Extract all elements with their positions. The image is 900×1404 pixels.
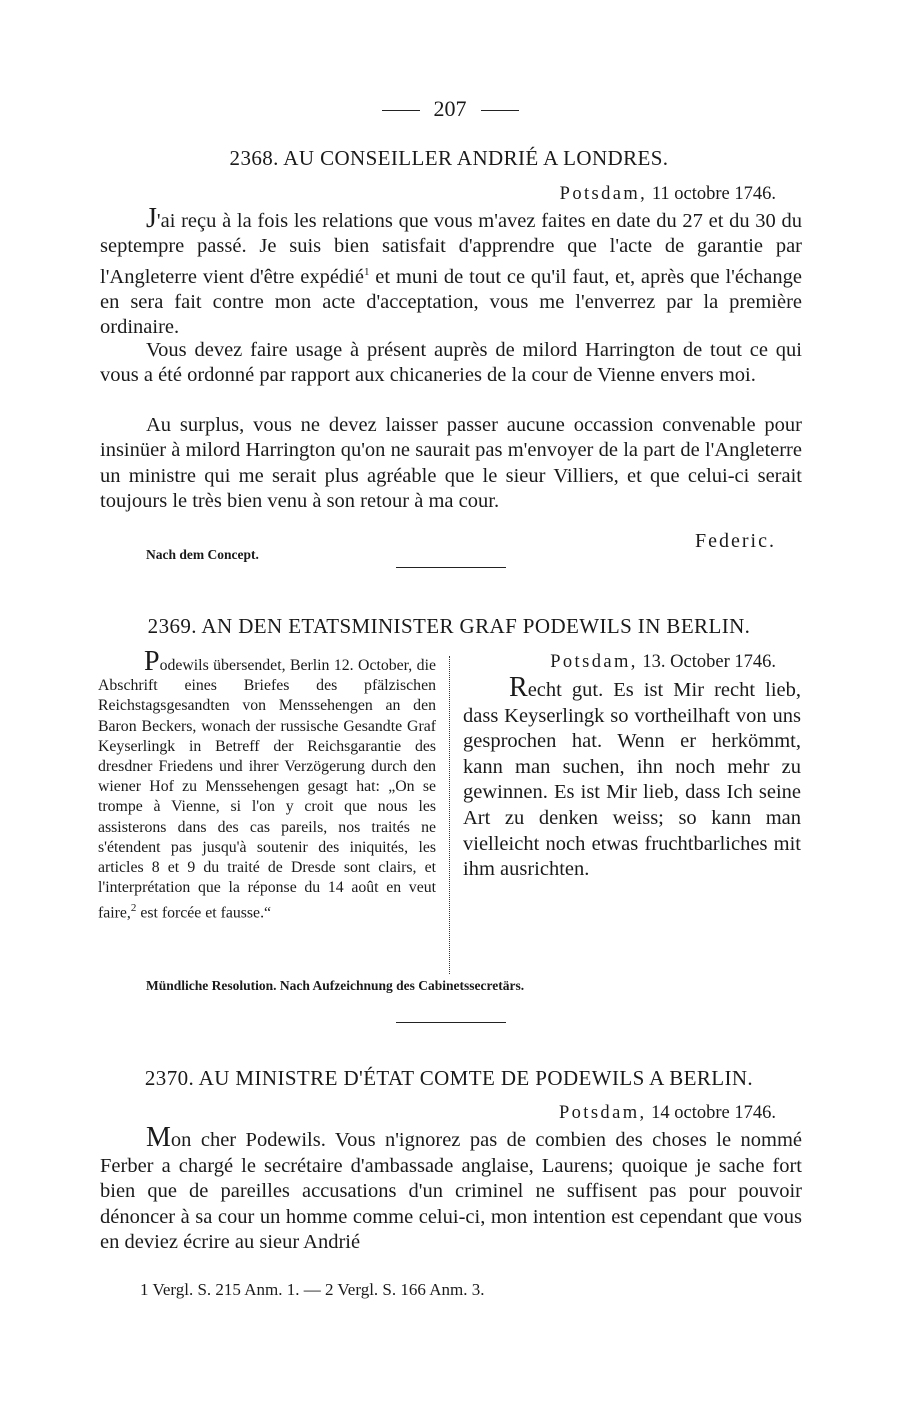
letter-2368-paragraph-2: Vous devez faire usage à présent auprès de milord Harrington de tout ce qui vous a été ordonné par rapport aux chicaneries de la cour de Vienne envers moi.: [100, 339, 802, 387]
letter-2368-dateline: [560, 184, 776, 205]
letter-2369-dateline: [550, 652, 776, 673]
letter-2368-place: Potsdam,: [559, 184, 648, 204]
letter-2368-paragraph-3: Au surplus, vous ne devez laisser passer aucune occassion convenable pour insinüer à milord Harrington qu'on ne saurait pas m'envoyer de la part de l'Angleterre un ministre qui me serait plus agréable que le sieur Villiers, et que celui-ci serait toujours le très bien venu à son retour à ma cour.: [100, 414, 802, 513]
letter-2369-date: 13. October 1746.: [642, 652, 776, 672]
page-number: 207: [433, 96, 467, 121]
letter-2368-paragraph-1: [100, 203, 802, 341]
letter-2368-title: 2368. AU CONSEILLER ANDRIÉ A LONDRES.: [229, 146, 669, 170]
letter-2368-p1-text: 'ai reçu à la fois les relations que vous m'avez faites en date du 27 et du 30 du septempre passé. Je suis bien satisfait d'apprendre que l'acte de garantie par l'Angleterre vient d'être expédié: [100, 210, 802, 288]
separator-rule-2: [396, 1022, 506, 1023]
letter-2369-title: 2369. AN DEN ETATSMINISTER GRAF PODEWILS IN BERLIN.: [147, 614, 751, 638]
letter-2369-response-initial: R: [509, 672, 528, 703]
footnote-ref-1: 1: [363, 265, 370, 278]
letter-2370-dateline: [559, 1103, 776, 1124]
letter-2369-summary-rest: est forcée et fausse.“: [136, 904, 272, 922]
letter-2368-source-note: Nach dem Concept.: [146, 547, 259, 562]
letter-2369-summary-text: odewils übersendet, Berlin 12. October, die Abschrift eines Briefes des pfälzischen Reichstagsgesandten von Menssehengen an den Baron Beckers, wonach der russische Gesandte Graf Keyserlingk in Betreff der Reichsgarantie des dresdner Friedens und ihrer Verzögerung durch den wiener Hof zu Menssehengen gesagt hat: „On se trompe à Vienne, si l'on y croit que nous les assisterons dans des cas pareils, nos traités ne s'étendent pas jusqu'à soutenir des iniquités, les articles 8 et 9 du traité de Dresde sont clairs, et l'interprétation que la réponse du 14 août en veut faire,: [98, 657, 436, 922]
letter-2368-initial: J: [146, 203, 157, 234]
letter-2369-summary-initial: P: [144, 646, 160, 677]
letter-2370-place: Potsdam,: [558, 1103, 647, 1123]
footnotes: 1 Vergl. S. 215 Anm. 1. — 2 Vergl. S. 166 Anm. 3.: [140, 1280, 485, 1299]
letter-2370-p1-text: on cher Podewils. Vous n'ignorez pas de combien des choses le nommé Ferber a chargé le secrétaire d'ambassade anglaise, Laurens; quoique je sache fort bien que de pareilles accusations d'un criminel ne suffisent pas pour pouvoir dénoncer à sa cour un homme comme celui-ci, mon intention est cependant que vous en deviez écrire au sieur Andrié: [100, 1129, 802, 1254]
letter-2369-source-note: Mündliche Resolution. Nach Aufzeichnung des Cabinetssecretärs.: [146, 978, 525, 993]
letter-2368-date: 11 octobre 1746.: [651, 184, 776, 204]
separator-rule-1: [396, 567, 506, 568]
letter-2368-p1-rest: et muni de tout ce qu'il faut, et, après que l'échange en sera fait contre mon acte d'acceptation, vous me l'enverrez par la première ordinaire.: [100, 265, 802, 339]
footnote-ref-2: 2: [130, 902, 137, 915]
letter-2369-response: [463, 672, 801, 883]
letter-2370-paragraph-1: [100, 1122, 802, 1256]
letter-2370-date: 14 octobre 1746.: [651, 1103, 776, 1123]
letter-2370-title: 2370. AU MINISTRE D'ÉTAT COMTE DE PODEWILS A BERLIN.: [144, 1066, 754, 1090]
column-separator: [449, 656, 450, 974]
letter-2369-summary: [98, 646, 436, 924]
header-dash-right: [481, 110, 519, 111]
letter-2369-response-text: echt gut. Es ist Mir recht lieb, dass Keyserlingk so vortheilhaft von uns gesprochen hat. Wenn er herkömmt, kann man suchen, ihn noch mehr zu gewinnen. Es ist Mir lieb, dass Ich seine Art zu denken weiss; so kann man vielleicht noch etwas fruchtbarliches mit ihm ausrichten.: [463, 679, 801, 881]
header-dash-left: [382, 110, 420, 111]
page-header: [0, 96, 900, 122]
letter-2370-initial: M: [146, 1122, 171, 1153]
letter-2369-place: Potsdam,: [550, 652, 638, 672]
letter-2368-signature: Federic.: [695, 530, 776, 552]
